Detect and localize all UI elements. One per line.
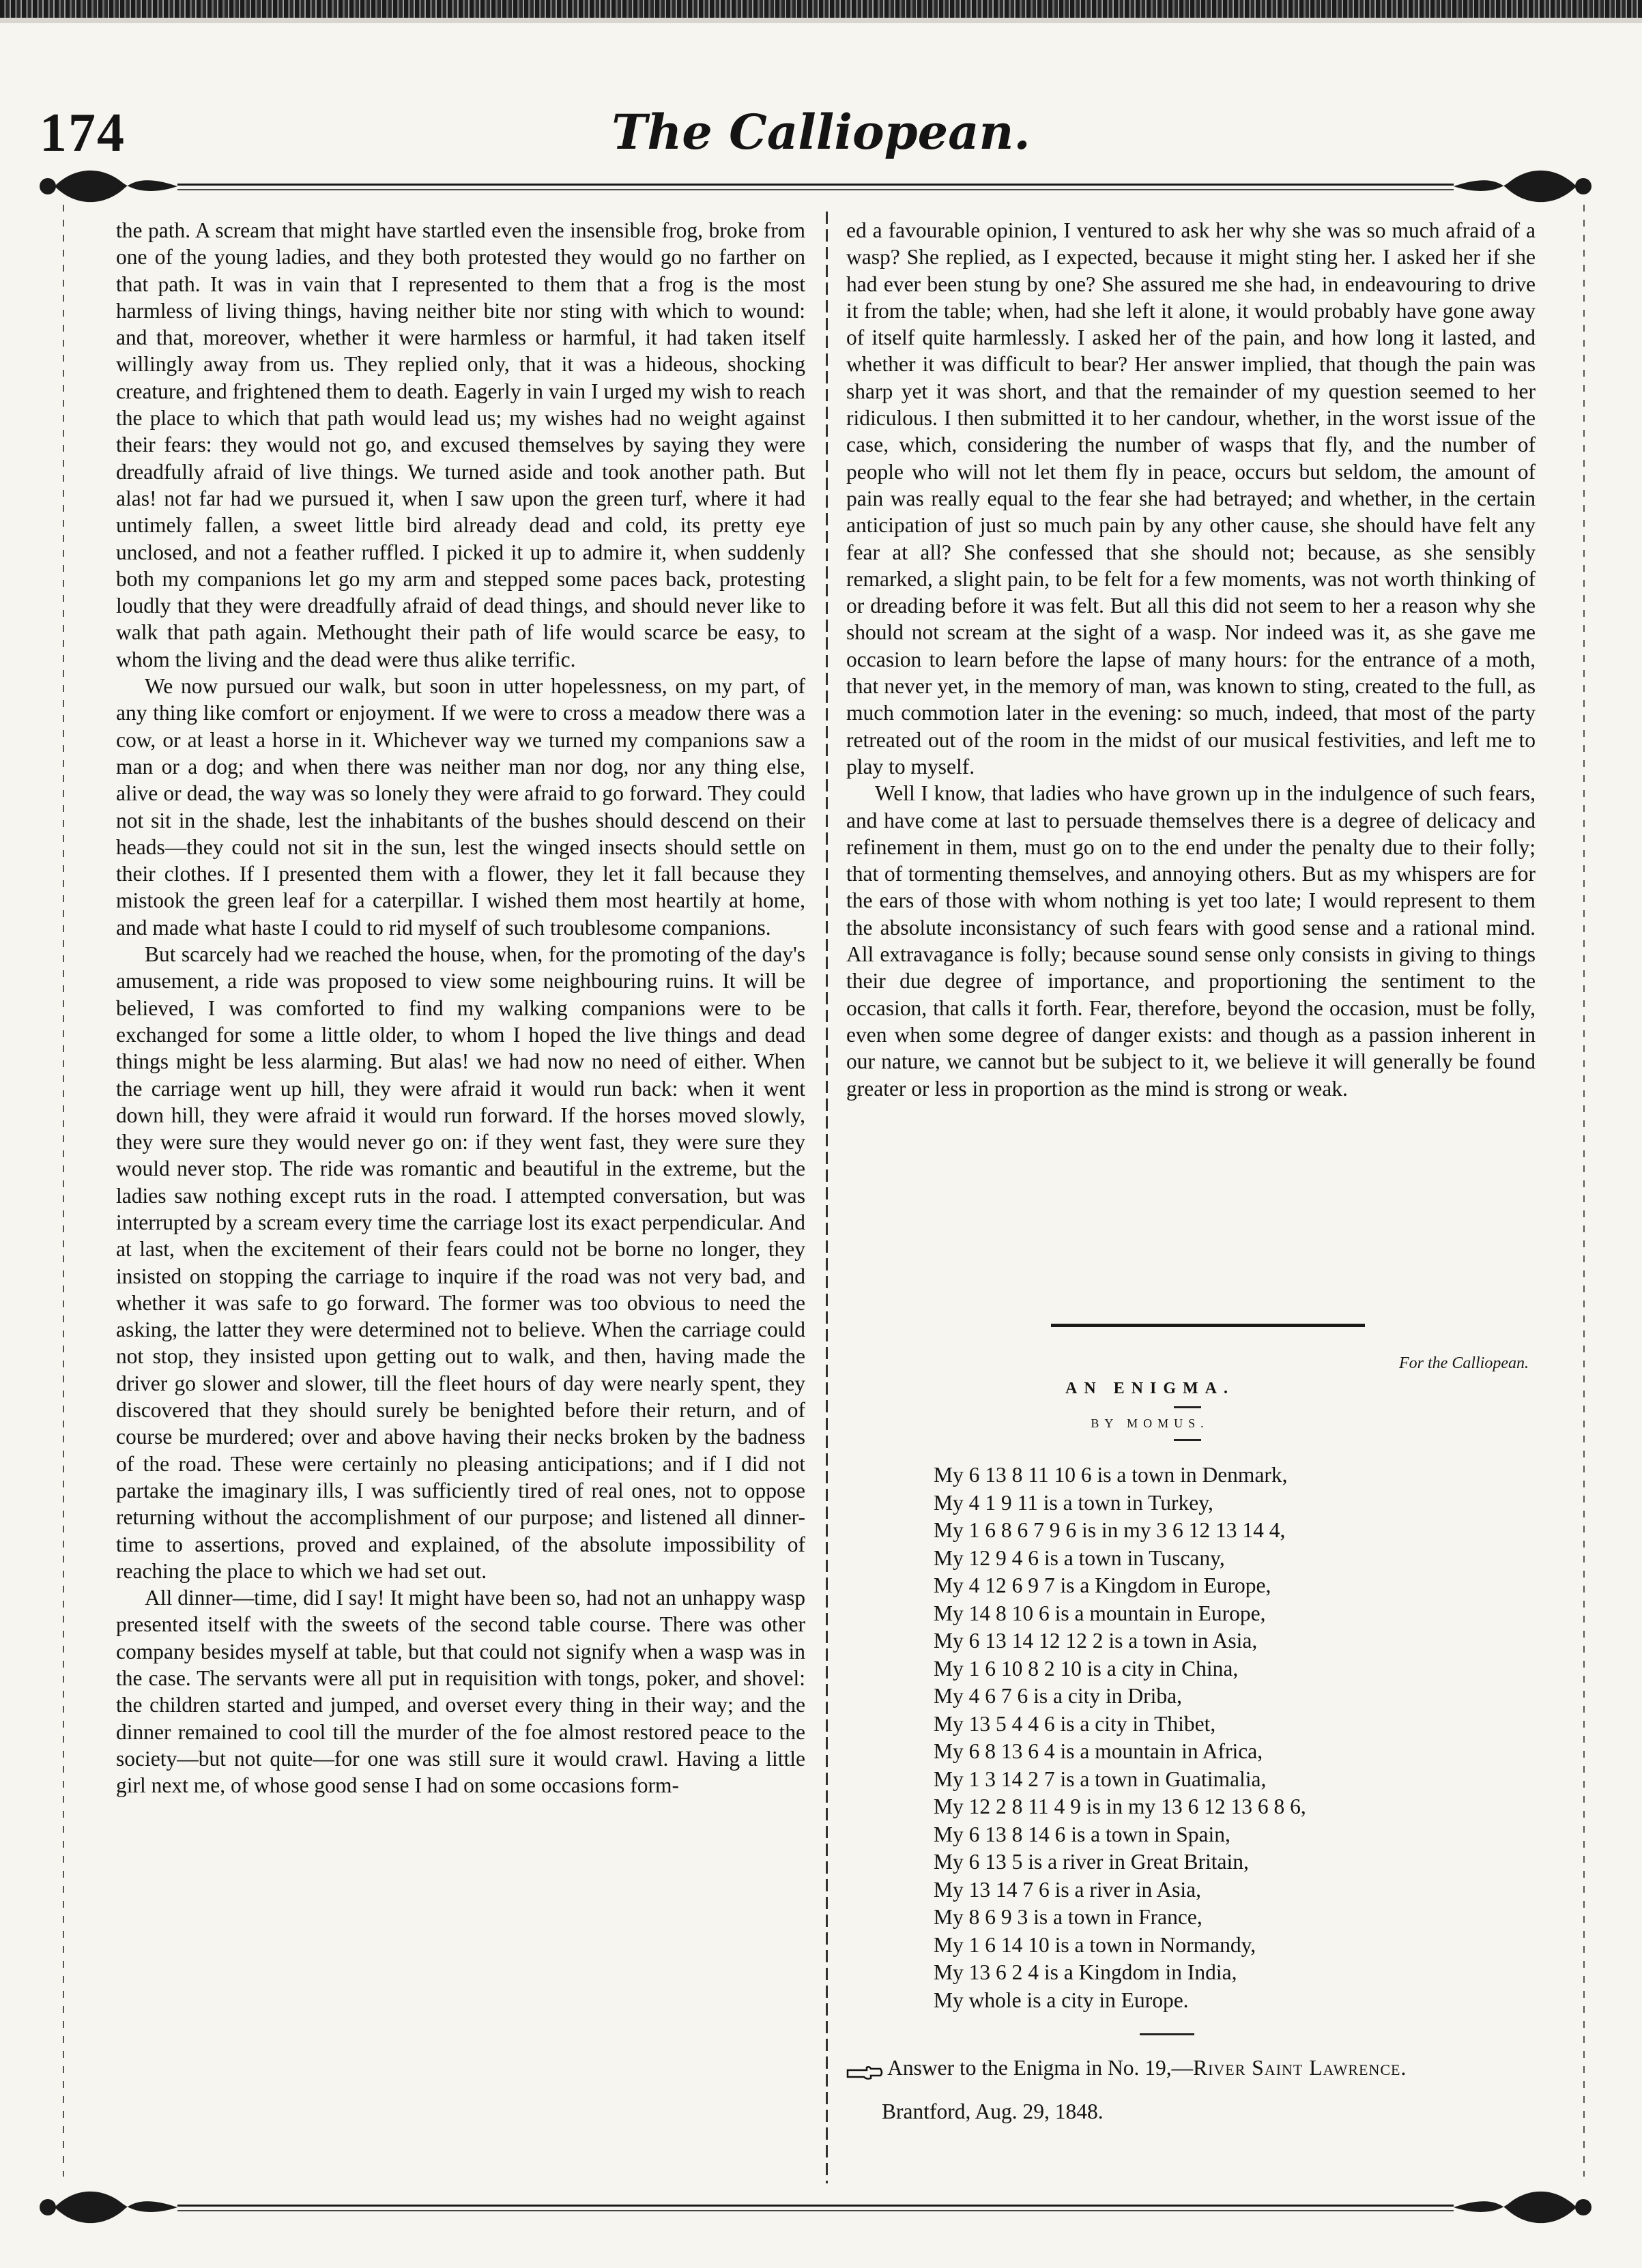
- enigma-lines: [934, 1462, 1536, 2014]
- enigma-line: My whole is a city in Europe.: [934, 1988, 1189, 2012]
- paragraph: ed a favourable opinion, I ventured to ask her why she was so much afraid of a wasp? She replied, as I expected, because it might sting her. I asked her if she had ever been stung by one? She assured me she had, in endeavouring to drive it from the table; when, had she left it alone, it would probably have gone away of itself quite harmlessly. I asked her of the pain, and how long it lasted, and whether it was difficult to bear? Her answer implied, that though the pain was sharp yet it was short, and that the remainder of my question seemed to her ridiculous. I then submitted it to her candour, whether, in the worst issue of the case, which, considering the number of wasps that fly, and the number of people who will not let them fly in peace, occurs but seldom, the amount of pain was really equal to the fear she had betrayed; and whether, in the certain anticipation of just so much pain by any other cause, she should have felt any fear at all? She confessed that she should not; because, as she sensibly remarked, a slight pain, to be felt for a few moments, was not worth thinking of or dreading before it was felt. But all this did not seem to her a reason why she should not scream at the sight of a wasp. Nor indeed was it, as she gave me occasion to learn before the lapse of many hours: for the entrance of a moth, that never yet, in the memory of man, was known to sting, created to the full, as much commotion later in the evening: so much, indeed, that most of the party retreated out of the room in the midst of our musical festivities, and left me to play to myself.: [846, 218, 1536, 779]
- paragraph: Well I know, that ladies who have grown up in the indulgence of such fears, and have come at last to persuade themselves there is a degree of delicacy and refinement in them, must go on to the end under the penalty due to their folly; that of tormenting themselves, and annoying others. But as my whispers are for the ears of those with whom nothing is yet too late; I would represent to them the absolute inconsistancy of such fears with good sense and a rational mind. All extravagance is folly; because sound sense only consists in giving to things their due degree of importance, and proportioning the sentiment to the occasion, that calls it forth. Fear, therefore, beyond the occasion, must be folly, even when some degree of danger exists: and though as a passion inherent in our nature, we cannot but be subject to it, we believe it will generally be found greater or less in proportion as the mind is strong or weak.: [846, 781, 1536, 1101]
- pointing-hand-icon: [846, 2062, 883, 2078]
- enigma-line: My 4 6 7 6 is a city in Driba,: [934, 1684, 1182, 1708]
- page-number: 174: [40, 103, 126, 163]
- answer-divider: [1140, 2033, 1194, 2035]
- column-divider: [826, 212, 828, 2183]
- enigma-line: My 12 2 8 11 4 9 is in my 13 6 12 13 6 8 6,: [934, 1794, 1306, 1818]
- enigma-line: My 1 3 14 2 7 is a town in Guatimalia,: [934, 1767, 1267, 1791]
- enigma-line: My 6 13 14 12 12 2 is a town in Asia,: [934, 1629, 1258, 1653]
- answer-value: River Saint Lawrence.: [1193, 2056, 1407, 2080]
- enigma-line: My 6 8 13 6 4 is a mountain in Africa,: [934, 1739, 1263, 1763]
- masthead-title: The Calliopean.: [611, 104, 1031, 160]
- enigma-answer: [846, 2056, 1536, 2080]
- enigma-line: My 13 5 4 4 6 is a city in Thibet,: [934, 1711, 1216, 1736]
- left-text-column: [116, 217, 805, 1799]
- enigma-line: My 1 6 8 6 7 9 6 is in my 3 6 12 13 14 4,: [934, 1518, 1286, 1542]
- paragraph: the path. A scream that might have startled even the insensible frog, broke from one of the young ladies, and they both protested they would go no farther on that path. It was in vain that I represented to them that a frog is the most harmless of living things, having neither bite nor sting with which to wound: and that, moreover, whether it were harmless or harmful, it had taken itself willingly away from us. They replied only, that it was a hideous, shocking creature, and frightened them to death. Eagerly in vain I urged my wish to reach the place to which that path would lead us; my wishes had no weight against their fears: they would not go, and excused themselves by saying they were dreadfully afraid of live things. We turned aside and took another path. But alas! not far had we pursued it, when I saw upon the green turf, where it had untimely fallen, a sweet little bird already dead and cold, its pretty eye unclosed, and not a feather ruffled. I picked it up to admire it, when suddenly both my companions let go my arm and stepped some paces back, protesting loudly that they were dreadfully afraid of dead things, and should never like to walk that path again. Methought their path of life would scarce be easy, to whom the living and the dead were thus alike terrific.: [116, 218, 805, 671]
- enigma-line: My 12 9 4 6 is a town in Tuscany,: [934, 1545, 1225, 1570]
- paragraph: All dinner—time, did I say! It might have been so, had not an unhappy wasp presented itself with the sweets of the second table course. There was other company besides myself at table, but that could not signify when a wasp was in the case. The servants were all put in requisition with tongs, poker, and shovel: the children started and jumped, and overset every thing in their way; and the dinner remained to cool till the murder of the foe almost restored peace to the society—but not quite—for one was still sure it would crawl. Having a little girl next me, of whose good sense I had on some occasions form-: [116, 1586, 805, 1798]
- answer-prefix: Answer to the Enigma in No. 19,—: [887, 2056, 1194, 2080]
- enigma-line: My 8 6 9 3 is a town in France,: [934, 1905, 1202, 1929]
- enigma-line: My 6 13 5 is a river in Great Britain,: [934, 1850, 1249, 1874]
- left-margin-rule: [63, 205, 64, 2177]
- enigma-line: My 6 13 8 14 6 is a town in Spain,: [934, 1822, 1230, 1846]
- paragraph: But scarcely had we reached the house, when, for the promoting of the day's amusement, a ride was proposed to view some neighbouring ruins. It will be believed, I was comforted to find my walking companions were to be exchanged for some a little older, to whom I hoped the live things and dead things might be less alarming. But alas! we had now no need of either. When the carriage went up hill, they were afraid it would run back: when it went down hill, they were afraid it would run forward. If the horses moved slowly, they were sure they would never go on: if they went fast, they were sure they would never stop. The ride was romantic and beautiful in the extreme, but the ladies saw nothing except ruts in the road. I attempted conversation, but was interrupted by a scream every time the carriage lost its exact perpendicular. And at last, when the excitement of their fears could not be borne no longer, they insisted on stopping the carriage to inquire if the road was not very bad, and whether it was safe to go forward. The former was too obvious to need the asking, the latter they were determined not to believe. When the carriage could not stop, they insisted upon getting out to walk, and then, having made the driver go slower and slower, till the fleet hours of day were nearly spent, they discovered that they should surely be benighted before their return, and of course be murdered; over and above having their necks broken by the badness of the road. These were certainly no pleasing anticipations; and if I did not partake the imaginary ills, I was sufficiently tired of real ones, not to oppose returning without the accomplishment of our purpose; and listened all dinner-time to assertions, proved and explained, of the absolute impossibility of reaching the place to which we had set out.: [116, 942, 805, 1583]
- enigma-line: My 6 13 8 11 10 6 is a town in Denmark,: [934, 1463, 1288, 1487]
- bottom-ornamental-rule: [34, 2183, 1597, 2231]
- enigma-source: For the Calliopean.: [1399, 1354, 1529, 1372]
- enigma-line: My 4 1 9 11 is a town in Turkey,: [934, 1490, 1213, 1515]
- enigma-line: My 13 6 2 4 is a Kingdom in India,: [934, 1960, 1237, 1984]
- title-dash: [1174, 1406, 1201, 1408]
- enigma-line: My 14 8 10 6 is a mountain in Europe,: [934, 1601, 1266, 1625]
- enigma-author: BY MOMUS.: [1091, 1416, 1209, 1430]
- enigma-title: AN ENIGMA.: [1065, 1380, 1235, 1397]
- top-ornamental-rule: [34, 162, 1597, 210]
- section-divider: [1051, 1324, 1365, 1327]
- enigma-line: My 4 12 6 9 7 is a Kingdom in Europe,: [934, 1573, 1271, 1597]
- enigma-date: Brantford, Aug. 29, 1848.: [882, 2099, 1104, 2123]
- enigma-line: My 1 6 10 8 2 10 is a city in China,: [934, 1656, 1239, 1681]
- right-margin-rule: [1583, 205, 1585, 2177]
- paragraph: We now pursued our walk, but soon in utter hopelessness, on my part, of any thing like comfort or enjoyment. If we were to cross a meadow there was a cow, or at least a horse in it. Whichever way we turned my companions saw a man or a dog; and when there was neither man nor dog, nor any thing else, alive or dead, the way was so lonely they were afraid to go forward. They could not sit in the shade, lest the inhabitants of the bushes should descend on their heads—they could not sit in the sun, lest the winged insects should settle on their clothes. If I presented them with a flower, they let it fall because they mistook the green leaf for a caterpillar. I wished them most heartily at home, and made what haste I could to rid myself of such troublesome companions.: [116, 674, 805, 940]
- enigma-section: [846, 1324, 1536, 2124]
- right-text-column: [846, 217, 1536, 1102]
- top-border-rule: [0, 0, 1642, 18]
- author-dash: [1174, 1439, 1201, 1441]
- top-border-shadow: [0, 18, 1642, 23]
- enigma-line: My 1 6 14 10 is a town in Normandy,: [934, 1932, 1256, 1957]
- enigma-line: My 13 14 7 6 is a river in Asia,: [934, 1877, 1201, 1902]
